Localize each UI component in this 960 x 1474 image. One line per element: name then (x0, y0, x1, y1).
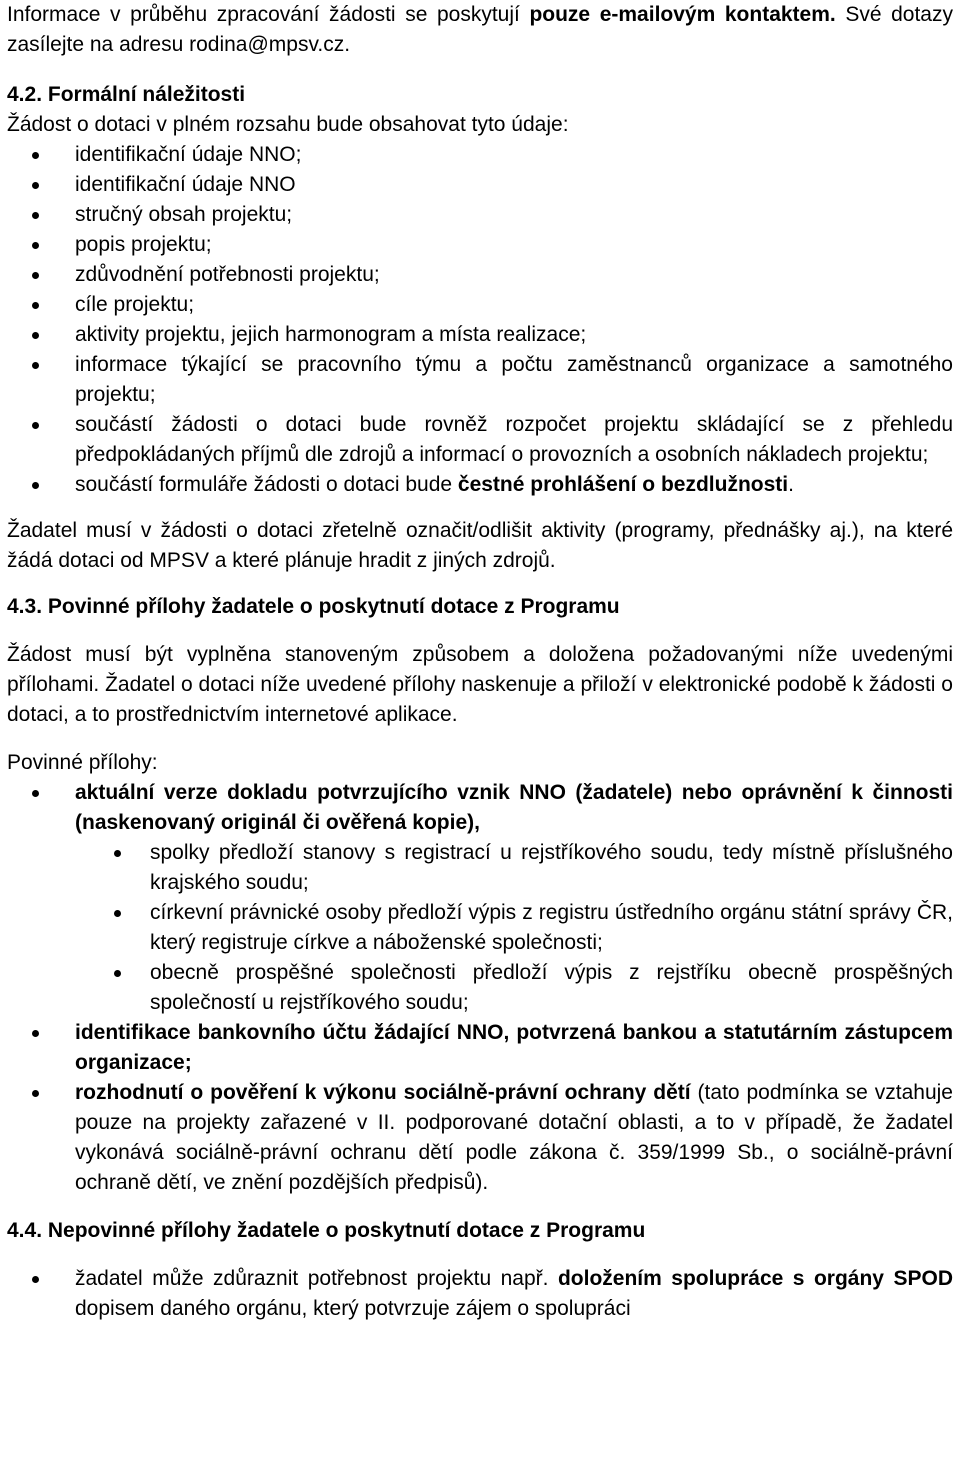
bullet-icon (114, 850, 121, 857)
sublist-item: obecně prospěšné společnosti předloží výpis z rejstříku obecně prospěšných společností u rejstříkového soudu; (7, 958, 953, 1018)
section-4-2-list (7, 140, 953, 500)
intro-text-2: Své dotazy zasílejte na adresu rodina@mpsv.cz. (7, 3, 953, 56)
bullet-icon (32, 152, 39, 159)
bullet-icon (32, 422, 39, 429)
declaration-of-no-debt: čestné prohlášení o bezdlužnosti (457, 473, 789, 496)
sublist-item: církevní právnické osoby předloží výpis z registru ústředního orgánu státní správy ČR, který registruje církve a náboženské společnosti; (7, 898, 953, 958)
list-item: identifikační údaje NNO (7, 170, 953, 200)
section-4-2-note: Žadatel musí v žádosti o dotaci zřetelně označit/odlišit aktivity (programy, přednášky aj.), na které žádá dotaci od MPSV a které plánuje hradit z jiných zdrojů. (7, 519, 953, 572)
list-item: identifikační údaje NNO; (7, 140, 953, 170)
bullet-icon (32, 1090, 39, 1097)
list-item: aktivity projektu, jejich harmonogram a místa realizace; (7, 320, 953, 350)
bullet-icon (32, 332, 39, 339)
list-item: součástí formuláře žádosti o dotaci bude čestné prohlášení o bezdlužnosti. (7, 470, 953, 500)
bullet-icon (114, 910, 121, 917)
section-4-3-paragraph: Žádost musí být vyplněna stanoveným způsobem a doložena požadovanými níže uvedenými přílohami. Žadatel o dotaci níže uvedené přílohy naskenuje a přiloží v elektronické podobě k žádosti o dotaci, a to prostřednictvím internetové aplikace. (7, 643, 953, 726)
spod-cooperation: doložením spolupráce s orgány SPOD (557, 1267, 953, 1290)
bullet-icon (32, 482, 39, 489)
list-item: identifikace bankovního účtu žádající NNO, potvrzená bankou a statutárním zástupcem organizace; (7, 1018, 953, 1078)
bullet-icon (32, 242, 39, 249)
section-4-2-lead: Žádost o dotaci v plném rozsahu bude obsahovat tyto údaje: (7, 113, 569, 136)
section-4-3-title: 4.3. Povinné přílohy žadatele o poskytnutí dotace z Programu (7, 595, 620, 618)
bullet-icon (32, 1276, 39, 1283)
list-item: žadatel může zdůraznit potřebnost projektu např. doložením spolupráce s orgány SPOD dopisem daného orgánu, který potvrzuje zájem o spolupráci (7, 1264, 953, 1324)
bullet-icon (32, 302, 39, 309)
bullet-icon (32, 182, 39, 189)
bullet-icon (32, 212, 39, 219)
list-item: stručný obsah projektu; (7, 200, 953, 230)
list-item: popis projektu; (7, 230, 953, 260)
list-item: cíle projektu; (7, 290, 953, 320)
sublist-item: spolky předloží stanovy s registrací u rejstříkového soudu, tedy místně příslušného krajského soudu; (7, 838, 953, 898)
section-4-3-lead: Povinné přílohy: (7, 751, 158, 774)
section-4-3-list (7, 778, 953, 1198)
bullet-icon (32, 790, 39, 797)
intro-email-only: pouze e-mailovým kontaktem. (529, 3, 836, 26)
section-4-3-sublist (7, 838, 953, 1018)
intro-paragraph (7, 0, 953, 60)
section-4-4-list (7, 1264, 953, 1324)
list-item: součástí žádosti o dotaci bude rovněž rozpočet projektu skládající se z přehledu předpokládaných příjmů dle zdrojů a informací o provozních a osobních nákladech projektu; (7, 410, 953, 470)
list-item: aktuální verze dokladu potvrzujícího vznik NNO (žadatele) nebo oprávnění k činnosti (naskenovaný originál či ověřená kopie), spolky předloží stanovy s registrací u rejstříkového soudu, tedy místně příslušného krajského soudu; církevní právnické osoby předloží výpis z registru ústředního orgánu státní správy ČR, který registruje církve a náboženské společnosti; obecně prospěšné společnosti předloží výpis z rejstříku obecně prospěšných společností u rejstříkového soudu; (7, 778, 953, 1018)
list-item: informace týkající se pracovního týmu a počtu zaměstnanců organizace a samotného projektu; (7, 350, 953, 410)
list-item: rozhodnutí o pověření k výkonu sociálně-právní ochrany dětí (tato podmínka se vztahuje pouze na projekty zařazené v II. podporované dotační oblasti, a to v případě, že žadatel vykonává sociálně-právní ochranu dětí podle zákona č. 359/1999 Sb., o sociálně-právní ochraně dětí, ve znění pozdějších předpisů). (7, 1078, 953, 1198)
section-4-4-title: 4.4. Nepovinné přílohy žadatele o poskytnutí dotace z Programu (7, 1219, 646, 1242)
intro-text-1: Informace v průběhu zpracování žádosti se poskytují (7, 3, 530, 26)
section-4-2-title: 4.2. Formální náležitosti (7, 83, 246, 106)
list-item: zdůvodnění potřebnosti projektu; (7, 260, 953, 290)
bullet-icon (32, 272, 39, 279)
bullet-icon (114, 970, 121, 977)
bullet-icon (32, 362, 39, 369)
bullet-icon (32, 1030, 39, 1037)
